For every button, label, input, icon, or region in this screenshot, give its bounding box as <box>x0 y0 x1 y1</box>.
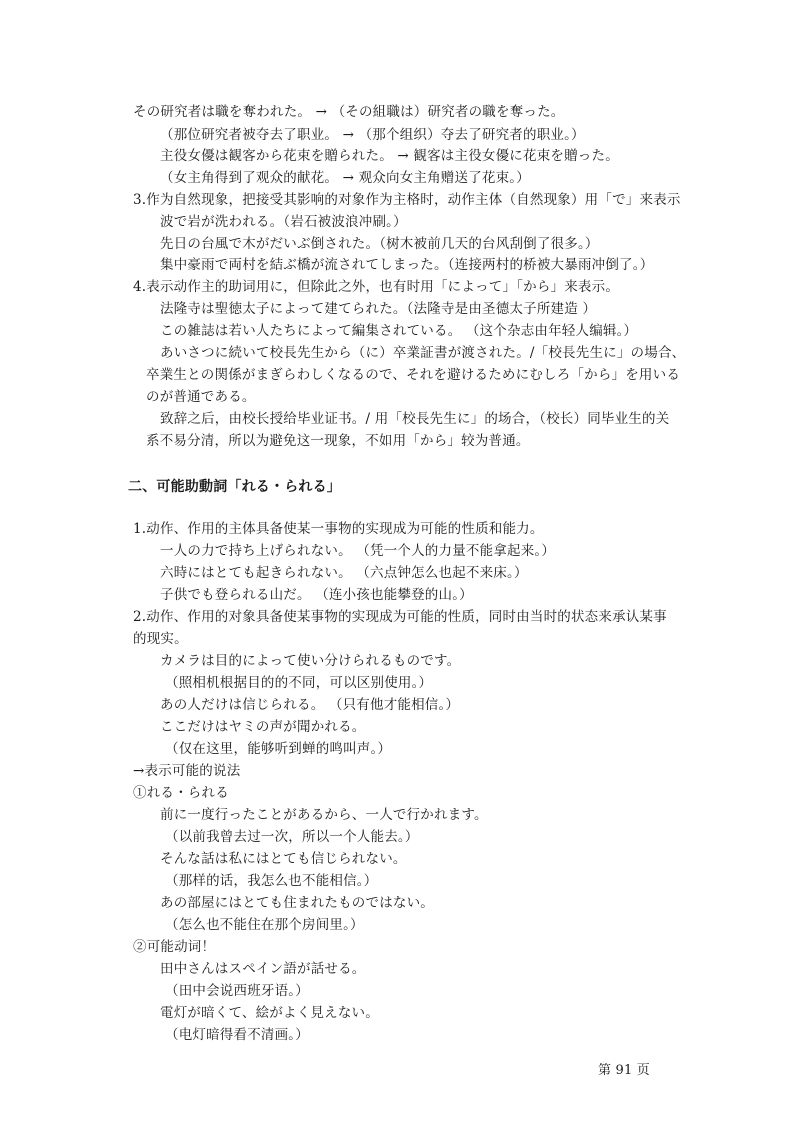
text-line: 田中さんはスペイン語が話せる。 <box>160 961 366 977</box>
text-line: ②可能动词！ <box>133 939 216 955</box>
text-line: 前に一度行ったことがあるから、一人で行かれます。 <box>160 807 488 823</box>
page-number: 第 91 页 <box>598 1063 651 1078</box>
text-line: （电灯暗得看不清画。） <box>165 1027 309 1043</box>
text-line: （照相机根据目的的不同，可以区别使用。） <box>165 675 433 691</box>
text-line: 系不易分清，所以为避免这一现象，不如用「から」较为普通。 <box>146 433 530 449</box>
text-line: 先日の台風で木がだいぶ倒された。（树木被前几天的台风刮倒了很多。） <box>160 236 599 252</box>
text-line: あの人だけは信じられる。 （只有他才能相信。） <box>160 697 460 713</box>
text-line: そんな話は私にはとても信じられない。 <box>160 851 407 867</box>
text-line: 致辞之后，由校长授给毕业证书。/ 用「校長先生に」的场合，（校长）同毕业生的关 <box>160 411 670 427</box>
text-line: 主役女優は観客から花束を贈られた。 → 観客は主役女優に花束を贈った。 <box>160 148 619 164</box>
text-line: 波で岩が洗われる。（岩石被波浪冲刷。） <box>160 214 407 230</box>
text-line: 3.作为自然现象，把接受其影响的对象作为主格时，动作主体（自然现象）用「で」来表示 <box>133 192 681 208</box>
text-line: あの部屋にはとても住まれたものではない。 <box>160 895 434 911</box>
text-line: （仅在这里，能够听到蝉的鸣叫声。） <box>165 741 392 757</box>
text-line: →表示可能的说法 <box>133 763 241 779</box>
text-line: 集中豪雨で両村を結ぶ橋が流されてしまった。（连接两村的桥被大暴雨冲倒了。） <box>160 257 654 273</box>
text-line: 1.动作、作用的主体具备使某一事物的实现成为可能的性质和能力。 <box>133 521 544 537</box>
section-title: 二、可能助動詞「れる・られる」 <box>128 479 341 495</box>
text-line: （那位研究者被夺去了职业。 → （那个组织）夺去了研究者的职业。） <box>160 127 585 143</box>
text-line: 2.动作、作用的对象具备使某事物的实现成为可能的性质，同时由当时的状态来承认某事 <box>133 609 667 625</box>
text-line: 子供でも登られる山だ。 （连小孩也能攀登的山。） <box>160 587 473 603</box>
text-line: その研究者は職を奪われた。 → （その組職は）研究者の職を奪った。 <box>133 104 565 120</box>
text-line: この雑誌は若い人たちによって編集されている。 （这个杂志由年轻人编辑。） <box>160 323 638 339</box>
text-line: 卒業生との関係がまぎらわしくなるので、それを避けるためにむしろ「から」を用いる <box>146 367 681 383</box>
text-line: 六時にはとても起きられない。 （六点钟怎么也起不来床。） <box>160 565 528 581</box>
text-line: 法隆寺は聖徳太子によって建てられた。（法隆寺是由圣德太子所建造 ） <box>160 301 597 317</box>
text-line: 一人の力で持ち上げられない。 （凭一个人的力量不能拿起来。） <box>160 543 556 559</box>
text-line: （以前我曾去过一次，所以一个人能去。） <box>165 829 419 845</box>
text-line: ここだけはヤミの声が聞かれる。 <box>160 719 366 735</box>
text-line: 的现实。 <box>133 631 188 647</box>
text-line: あいさつに続いて校長先生から（に）卒業証書が渡された。/「校長先生に」の場合、 <box>160 345 686 361</box>
text-line: （田中会说西班牙语。） <box>165 983 309 999</box>
text-line: カメラは目的によって使い分けられるものです。 <box>160 653 461 669</box>
text-line: ①れる・られる <box>133 785 229 801</box>
text-line: （那样的话，我怎么也不能相信。） <box>165 873 378 889</box>
text-line: のが普通である。 <box>146 389 256 405</box>
text-line: （怎么也不能住在那个房间里。） <box>165 917 364 933</box>
text-line: 電灯が暗くて、絵がよく見えない。 <box>160 1005 379 1021</box>
text-line: （女主角得到了观众的献花。 → 观众向女主角赠送了花束。） <box>160 170 530 186</box>
text-line: 4.表示动作主的助词用に，但除此之外，也有时用「によって」「から」来表示。 <box>133 279 620 295</box>
